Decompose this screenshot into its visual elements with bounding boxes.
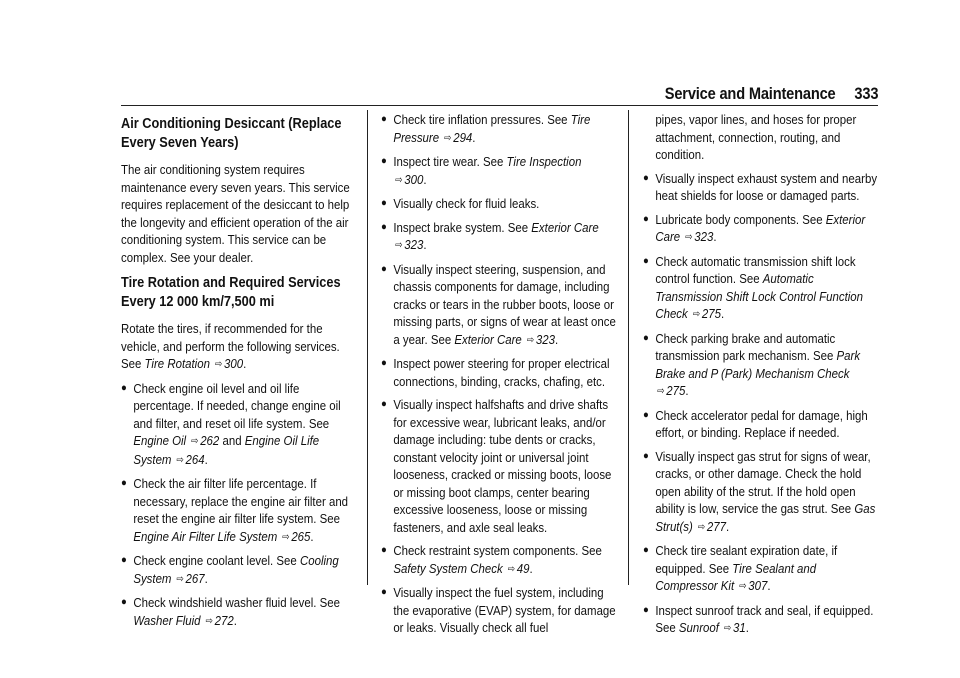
cross-reference-link[interactable]: Tire Inspection [506,154,582,169]
cross-reference-link[interactable]: Gas Strut(s) [655,501,876,534]
page-ref-arrow-icon: ⇨ [526,334,535,346]
service-list-col2 [381,111,617,637]
list-item: ● Check automatic transmission shift lock control function. See Automatic Transmission Shift Lock Control Function Check ⇨ 275. [643,253,864,321]
bullet-icon: ● [381,544,387,556]
page-reference[interactable]: 272 [214,612,234,628]
bullet-icon: ● [643,254,649,267]
list-item: ● Check engine coolant level. See Cooling System ⇨ 267. [121,553,339,586]
page-reference[interactable]: 323 [694,229,714,244]
cross-reference-link[interactable]: Cooling System [133,553,339,586]
bullet-icon: ● [643,544,649,556]
cross-reference-link[interactable]: Exterior Care [655,211,866,244]
page-ref-arrow-icon: ⇨ [723,623,732,634]
page-ref-arrow-icon: ⇨ [176,573,184,585]
page-header [664,84,878,104]
page-reference[interactable]: 31 [733,620,746,635]
page-ref-arrow-icon: ⇨ [657,386,665,397]
page-reference[interactable]: 275 [666,383,686,398]
list-item: ● Inspect power steering for proper electrical connections, binding, cracks, chafing, etc. [381,356,610,389]
list-item: ● Visually inspect steering, suspension, and chassis components for damage, including cracks or tears in the rubber boots, loose or missing parts, or signs of wear at least once a year. See Exterior Care ⇨ 323. [381,261,616,347]
page-reference[interactable]: 267 [185,570,205,586]
column-divider [628,110,629,585]
bullet-icon: ● [643,212,649,225]
section-heading-ac-desiccant: Air Conditioning Desiccant (Replace Every Seven Years) [121,116,342,151]
page-reference[interactable]: 294 [453,129,473,145]
page-reference[interactable]: 277 [706,518,727,534]
cross-reference-link[interactable]: Tire Pressure [393,112,591,145]
list-item: ● Check windshield washer fluid level. See Washer Fluid ⇨ 272. [121,595,340,628]
page-reference[interactable]: 307 [748,578,768,593]
section-heading-tire-rotation: Tire Rotation and Required Services Every 12 000 km/7,500 mi [121,275,341,310]
page-reference[interactable]: 323 [404,237,424,252]
cross-reference-link[interactable]: Tire Sealant and Compressor Kit [655,560,817,593]
list-item: ● Inspect brake system. See Exterior Care ⇨ 323. [381,219,599,252]
page-reference[interactable]: 323 [535,331,555,347]
bullet-icon: ● [121,477,127,489]
cross-reference-link[interactable]: Park Brake and P (Park) Mechanism Check [655,348,861,381]
bullet-icon: ● [643,603,649,616]
header-divider [121,105,878,106]
bullet-icon: ● [381,398,387,410]
list-item: ● Inspect sunroof track and seal, if equipped. See Sunroof ⇨ 31. [643,602,874,635]
bullet-icon: ● [381,262,387,275]
page-reference[interactable]: 300 [404,171,424,187]
list-item: ● Visually inspect exhaust system and nearby heat shields for loose or damaged parts. [643,170,878,203]
bullet-icon: ● [121,554,127,566]
page-reference[interactable]: 264 [185,451,205,467]
service-list-col3 [643,170,879,638]
bullet-icon: ● [121,596,127,608]
cross-reference-link[interactable]: Washer Fluid [133,612,201,628]
bullet-icon: ● [643,449,649,462]
cross-reference-link[interactable]: Sunroof [678,620,719,635]
cross-reference-link[interactable]: Exterior Care [531,219,599,235]
cross-reference-link[interactable]: Engine Air Filter Life System [133,528,278,544]
page-ref-arrow-icon: ⇨ [395,240,403,251]
bullet-icon: ● [381,197,387,209]
bullet-icon: ● [381,586,387,598]
page-ref-arrow-icon: ⇨ [692,309,701,320]
list-item: ● Visually inspect gas strut for signs of wear, cracks, or other damage. Check the hold open ability of the strut. If the hold open ability is low, service the gas strut. See Gas Strut(s) ⇨ 277. [643,448,876,534]
list-item: ● Check tire inflation pressures. See Tire Pressure ⇨ 294. [381,112,591,145]
list-item: ● Check restraint system components. See Safety System Check ⇨ 49. [381,543,602,576]
list-item: ● Visually inspect the fuel system, including the evaporative (EVAP) system, for damage or leaks. Visually check all fuel [381,585,616,635]
bullet-icon: ● [643,171,649,184]
list-item: ● Check the air filter life percentage. If necessary, replace the engine air filter and reset the engine air filter life system. See Engine Air Filter Life System ⇨ 265. [121,476,349,544]
bullet-icon: ● [381,113,387,125]
list-item: ● Check parking brake and automatic transmission park mechanism. See Park Brake and P (Park) Mechanism Check ⇨ 275. [643,330,861,398]
cross-reference-link[interactable]: Exterior Care [454,331,522,347]
page-number: 333 [854,84,878,103]
bullet-icon: ● [381,357,387,369]
list-item-continuation: pipes, vapor lines, and hoses for proper attachment, connection, routing, and condition. [655,112,857,162]
column-2 [381,107,617,643]
page-ref-arrow-icon: ⇨ [176,454,184,466]
list-item: ● Check accelerator pedal for damage, high effort, or binding. Replace if needed. [643,407,868,440]
page-ref-arrow-icon: ⇨ [507,563,516,575]
header-title: Service and Maintenance [664,84,836,103]
column-divider [367,110,368,585]
page-reference[interactable]: 49 [516,560,530,576]
bullet-icon: ● [381,220,387,233]
page-ref-arrow-icon: ⇨ [214,359,223,370]
cross-reference-link[interactable]: Engine Oil [133,433,187,448]
bullet-icon: ● [643,408,649,421]
list-item: ● Check tire sealant expiration date, if equipped. See Tire Sealant and Compressor Kit ⇨ 307. [643,543,838,593]
page-ref-arrow-icon: ⇨ [697,521,706,533]
column-3 [643,107,879,644]
list-item: ● Inspect tire wear. See Tire Inspection ⇨ 300. [381,154,582,187]
section-body-ac-desiccant: The air conditioning system requires maintenance every seven years. This service requires replacement of the desiccant to help the longevity and efficient operation of the air conditioning system. This service can be complex. See your dealer. [121,162,350,265]
list-item: ● Check engine oil level and oil life percentage. If needed, change engine oil and filter, and reset oil life system. See Engine Oil ⇨ 262 and Engine Oil Life System ⇨ 264. [121,380,341,467]
cross-reference-link[interactable]: Engine Oil Life System [133,433,320,467]
page-ref-arrow-icon: ⇨ [191,436,199,447]
page-ref-arrow-icon: ⇨ [739,581,747,592]
cross-reference-link[interactable]: Automatic Transmission Shift Lock Control Function Check [655,271,864,321]
list-item: ● Visually check for fluid leaks. [381,196,540,211]
section-intro-tire-rotation: Rotate the tires, if recommended for the vehicle, and perform the following services. See Tire Rotation ⇨ 300. [121,321,340,371]
page-ref-arrow-icon: ⇨ [685,232,693,243]
list-item: ● Lubricate body components. See Exterior Care ⇨ 323. [643,211,866,244]
page-reference[interactable]: 300 [224,356,244,371]
page-ref-arrow-icon: ⇨ [205,615,213,627]
bullet-icon: ● [643,331,649,344]
bullet-icon: ● [121,381,127,394]
column-1 [121,107,357,636]
page-reference[interactable]: 262 [200,433,220,448]
page-reference[interactable]: 275 [701,306,721,321]
page-ref-arrow-icon: ⇨ [444,132,452,144]
cross-reference-link[interactable]: Safety System Check [393,560,503,576]
cross-reference-link[interactable]: Tire Rotation [144,356,210,371]
list-item: ● Visually inspect halfshafts and drive shafts for excessive wear, lubricant leaks, and/or damage including: tube dents or cracks, constant velocity joint or universal joint looseness, cracked or missing boots, loose or missing boot clamps, center bearing excessive looseness, loose or missing fasteners, and axle seal leaks. [381,397,612,535]
bullet-icon: ● [381,155,387,167]
page-reference[interactable]: 265 [291,528,311,544]
service-list-col1 [121,380,357,631]
page-ref-arrow-icon: ⇨ [395,174,403,186]
page-ref-arrow-icon: ⇨ [282,531,290,543]
